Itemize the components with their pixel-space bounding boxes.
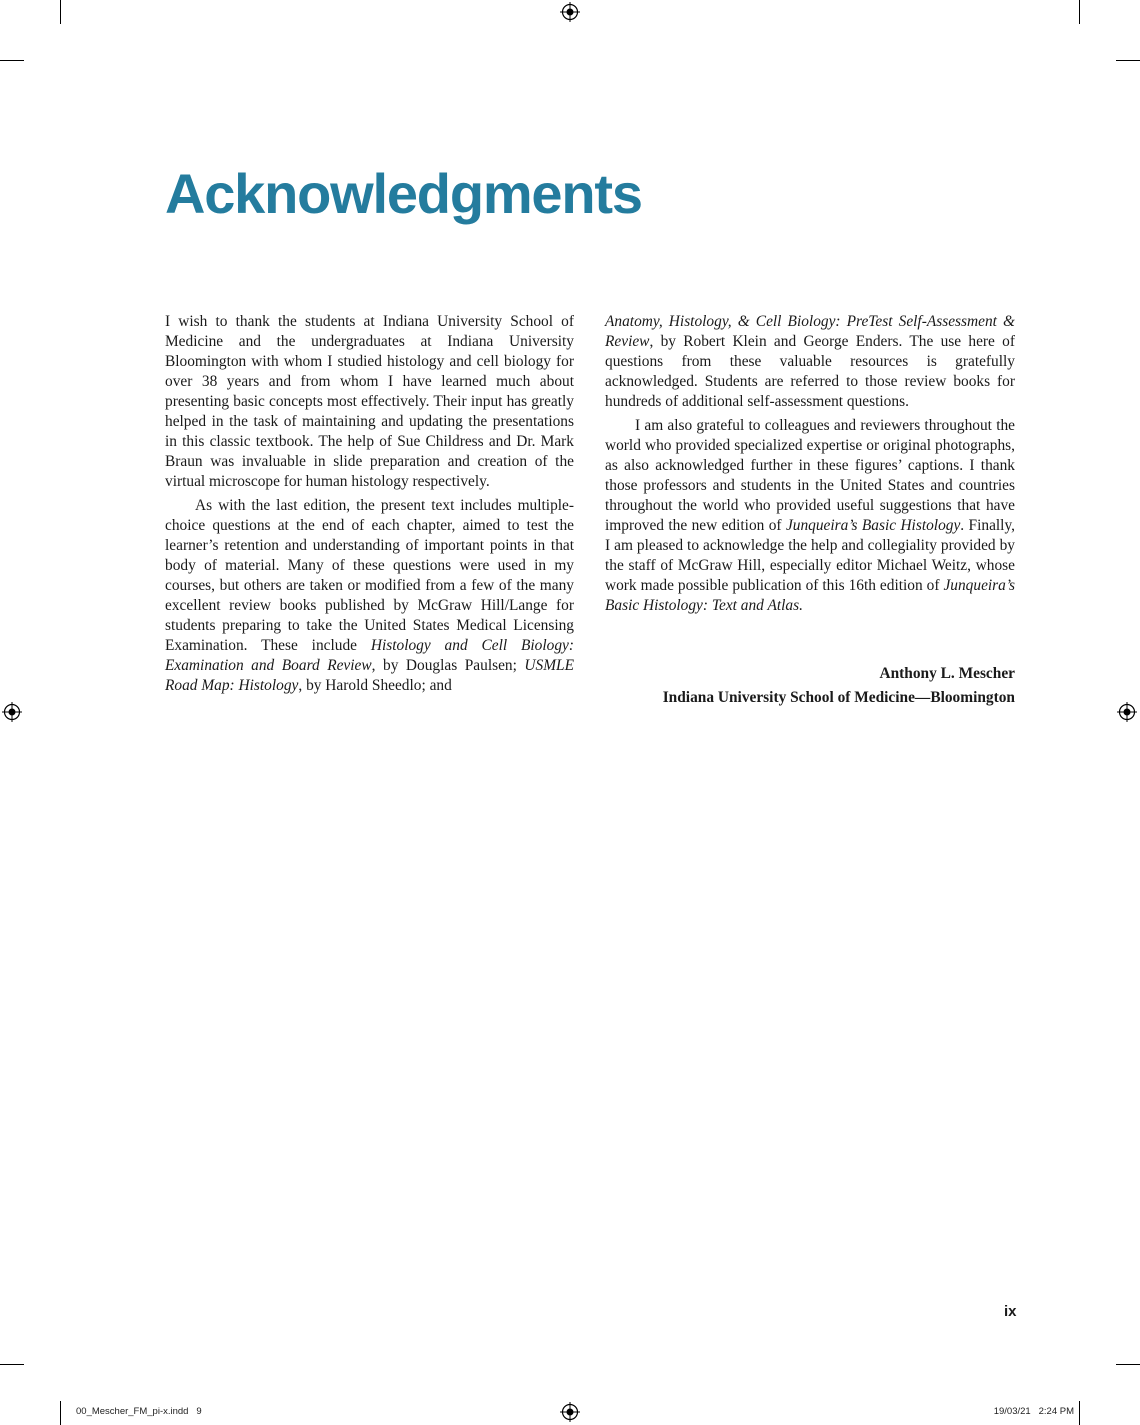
book-title: Junqueira’s Basic Histology [785,517,961,534]
registration-mark-icon [560,2,580,22]
right-column [605,312,1015,620]
book-title: Anatomy, Histology, & Cell Biology: PreTest Self-Assessment & Review [605,313,1015,350]
paragraph-text: I am also grateful to colleagues and reviewers throughout the world who provided specialized expertise or original photographs, as also acknowledged further in these figures’ captions. I thank those professors and students in the United States and countries throughout the world who provided useful suggestions that have improved the new edition of [605,417,1015,534]
crop-mark-bottom-right-h [1116,1364,1140,1365]
crop-mark-bottom-left [60,1401,61,1425]
book-title: USMLE Road Map: Histology [165,657,574,694]
book-title: Junqueira’s Basic Histology: Text and Atlas. [605,577,1015,614]
crop-mark-bottom-right [1079,1401,1080,1425]
paragraph-text: , by Douglas Paulsen; [371,657,525,674]
page-title: Acknowledgments [165,162,642,225]
paragraph-text: , by Harold Sheedlo; and [298,677,452,694]
slug-filename: 00_Mescher_FM_pi-x.indd 9 [76,1406,202,1417]
paragraph [605,312,1015,412]
signature-block [605,662,1015,710]
book-title: Histology and Cell Biology: Examination and Board Review [165,637,574,674]
author-name: Anthony L. Mescher [879,665,1015,682]
paragraph-text: . Finally, I am pleased to acknowledge the help and collegiality provided by the staff of McGraw Hill, especially editor Michael Weitz, whose work made possible publication of this 16th edition of [605,517,1015,594]
paragraph-text: As with the last edition, the present text includes multiple-choice questions at the end of each chapter, aimed to test the learner’s retention and understanding of important points in that body of material. Many of these questions were used in my courses, but others are taken or modified from a few of the many excellent review books published by McGraw Hill/Lange for students preparing to take the United States Medical Licensing Examination. These include [165,497,574,654]
paragraph-text: , by Robert Klein and George Enders. The use here of questions from these valuable resources is gratefully acknowledged. Students are referred to those review books for hundreds of additional self-assessment questions. [605,333,1015,410]
paragraph [165,312,574,492]
registration-mark-icon [1117,702,1137,722]
crop-mark-top-left-h [0,60,24,61]
crop-mark-top-left [60,0,61,24]
registration-mark-icon [560,1402,580,1422]
left-column [165,312,574,700]
crop-mark-bottom-left-h [0,1364,24,1365]
slug-timestamp: 19/03/21 2:24 PM [993,1406,1074,1417]
crop-mark-top-right-h [1116,60,1140,61]
page-number: ix [1004,1303,1017,1320]
paragraph-text: I wish to thank the students at Indiana University School of Medicine and the undergraduates at Indiana University Bloomington with whom I studied histology and cell biology for over 38 years and from whom I have learned much about presenting basic concepts most effectively. Their input has greatly helped in the task of maintaining and updating the presentations in this classic textbook. The help of Sue Childress and Dr. Mark Braun was invaluable in slide preparation and creation of the virtual microscope for human histology respectively. [165,313,574,490]
crop-mark-top-right [1079,0,1080,24]
registration-mark-icon [2,702,22,722]
paragraph [165,496,574,696]
author-affiliation: Indiana University School of Medicine—Bloomington [662,689,1015,706]
paragraph [605,416,1015,616]
